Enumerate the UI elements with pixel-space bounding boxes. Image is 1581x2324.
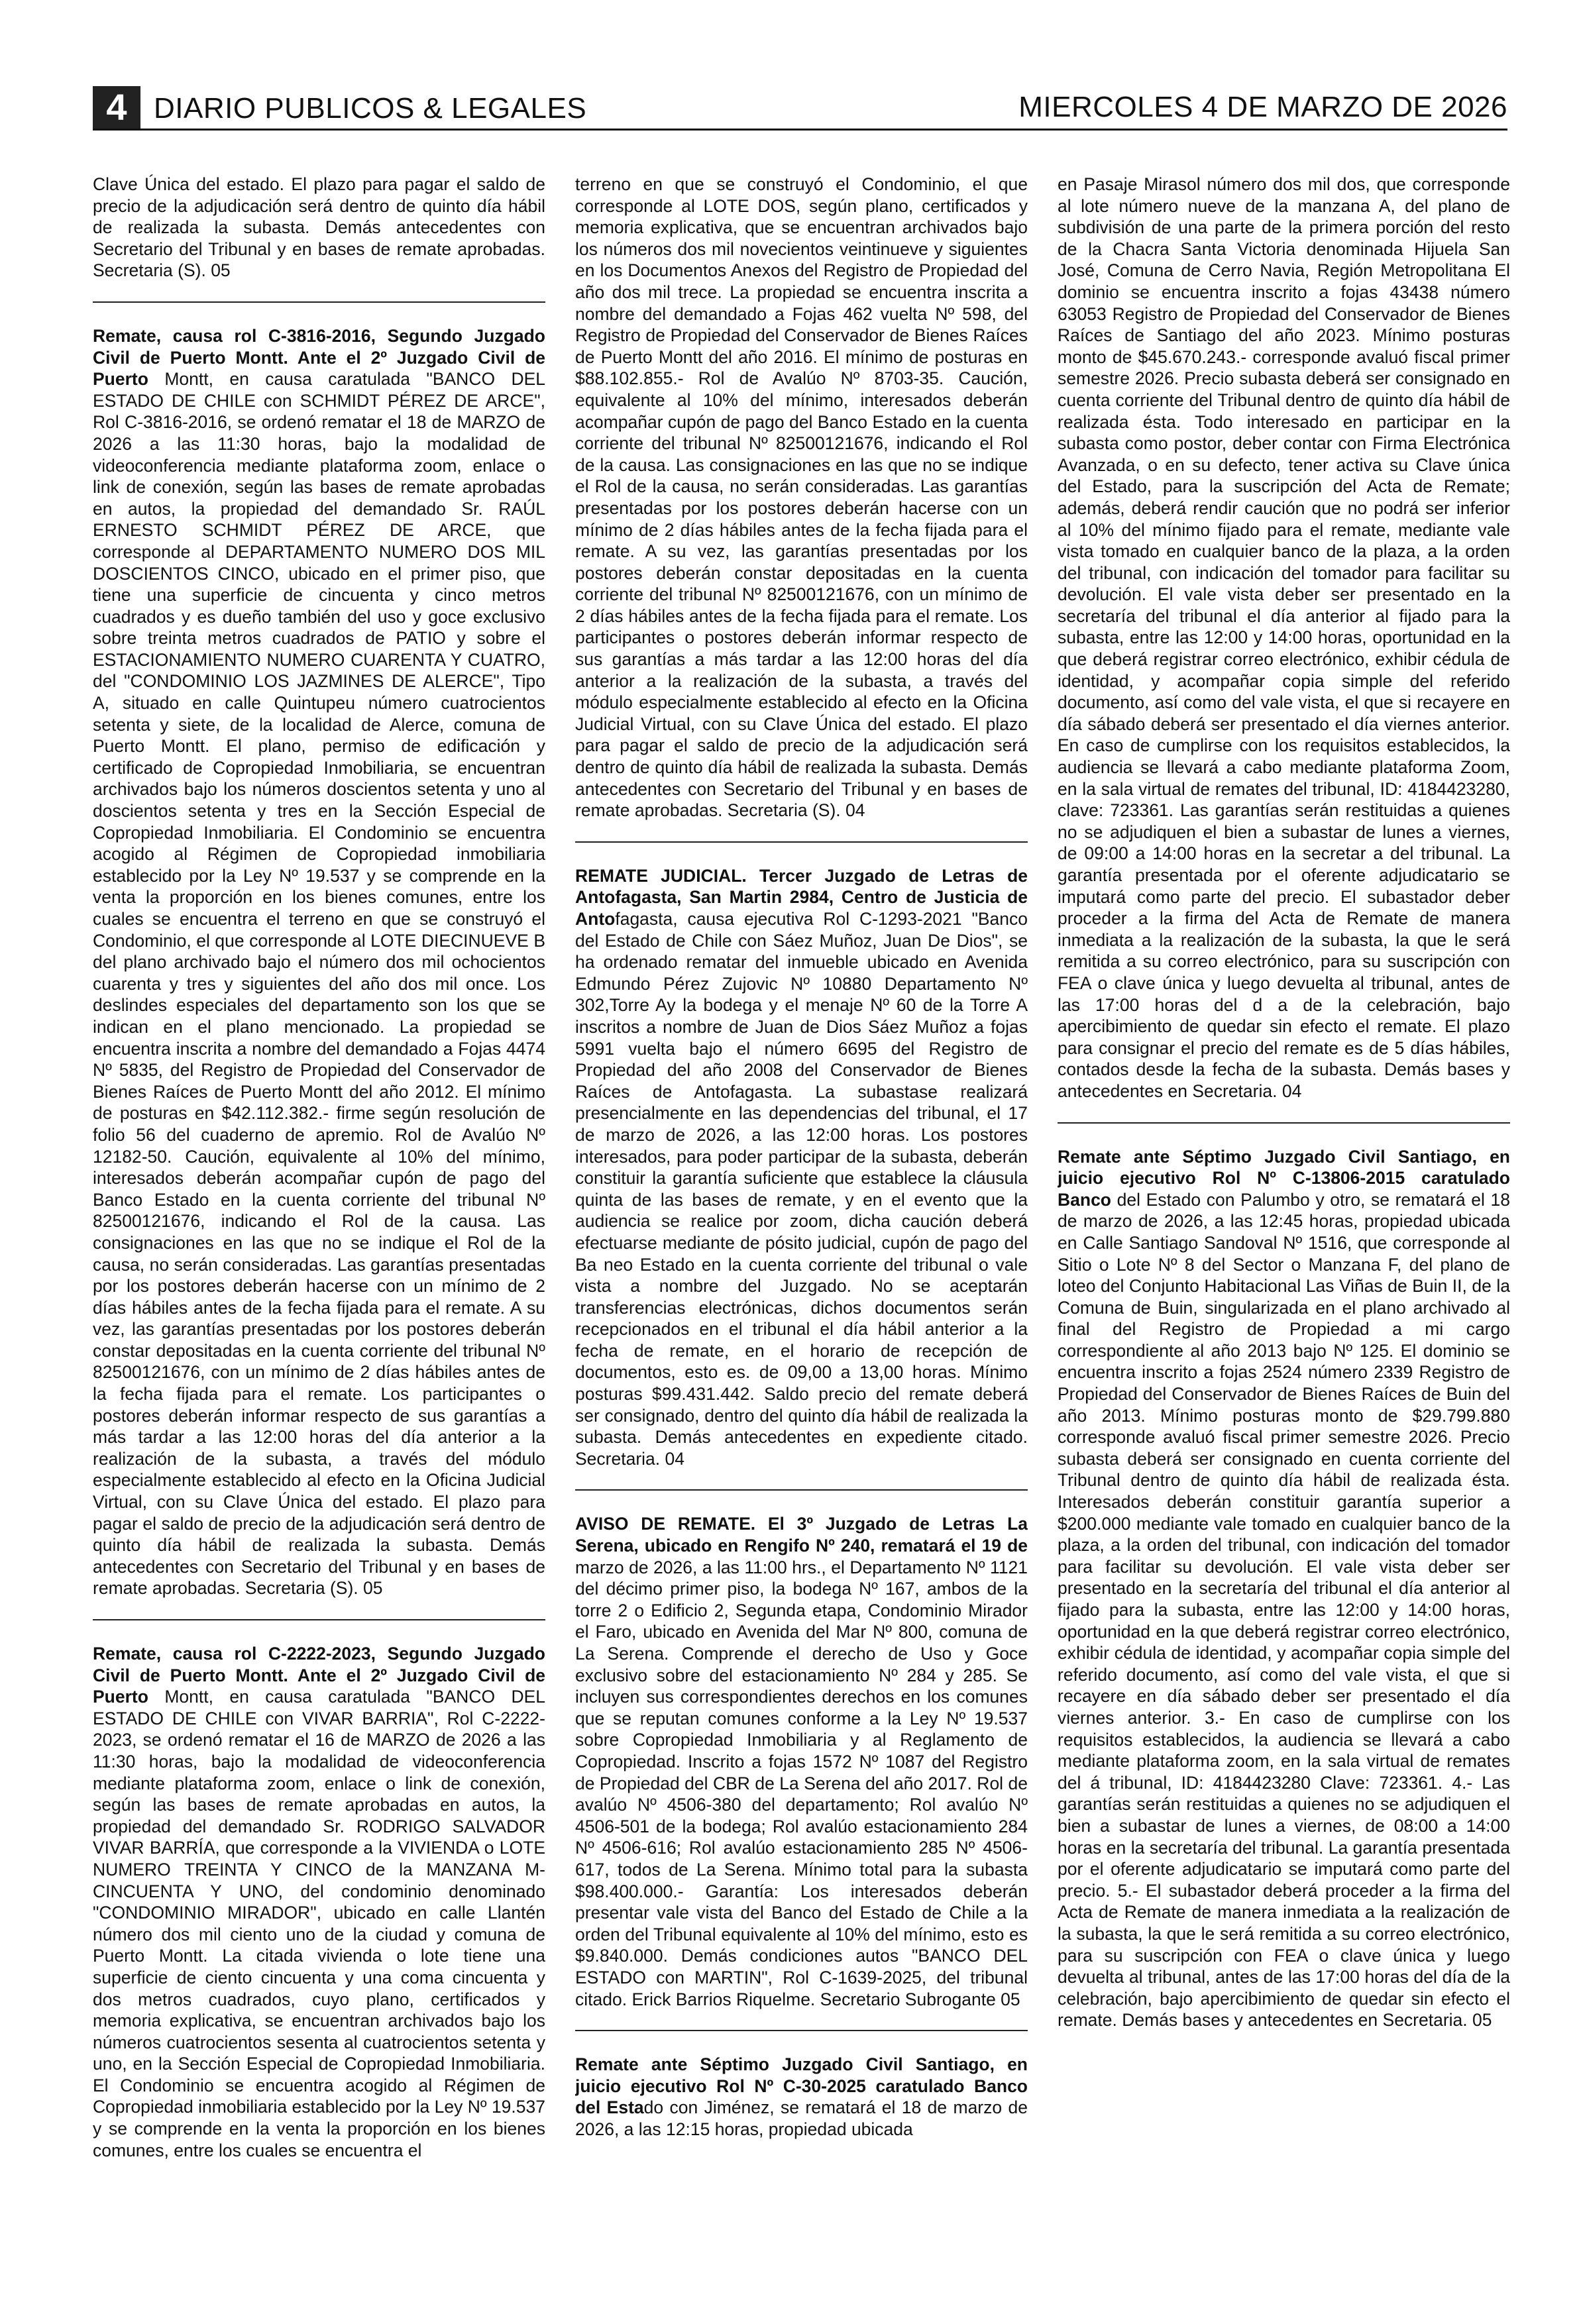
notice-heading: Remate, causa rol C-2222-2023, Segundo Juzgado Civil de Puerto Montt. Ante el 2º Juzgado Civil de Puerto	[93, 1644, 545, 1707]
notice-text	[575, 174, 1028, 821]
notice	[1058, 1146, 1510, 2031]
notice-text	[575, 2054, 1028, 2140]
column-3	[1058, 174, 1510, 2294]
notice-divider	[575, 2030, 1028, 2031]
notice-body: Montt, en causa caratulada "BANCO DEL ESTADO DE CHILE con VIVAR BARRIA", Rol C-2222-2023, se ordenó rematar el 16 de MARZO de 2026 a las 11:30 horas, bajo la modalidad de videoconferencia mediante plataforma zoom, enlace o link de conexión, según las bases de remate aprobadas en autos, la propiedad del demandado Sr. RODRIGO SALVADOR VIVAR BARRÍA, que corresponde a la VIVIENDA o LOTE NUMERO TREINTA Y CINCO de la MANZANA M-CINCUENTA Y UNO, del condominio denominado "CONDOMINIO MIRADOR", ubicado en calle Llantén número dos mil ciento uno de la ciudad y comuna de Puerto Montt. La citada vivienda o lote tiene una superficie de ciento cincuenta y una coma cincuenta y dos metros cuadrados, cuyo plano, certificados y memoria explicativa, se encuentran archivados bajo los números cuatrocientos sesenta al cuatrocientos setenta y uno, en la Sección Especial de Copropiedad Inmobiliaria. El Condominio se encuentra acogido al Régimen de Copropiedad inmobiliaria establecido por la Ley Nº 19.537 y se comprende en la venta la proporción en los bienes comunes, entre los cuales se encuentra el	[93, 1687, 545, 2160]
notice-heading: AVISO DE REMATE. El 3º Juzgado de Letras La Serena, ubicado en Rengifo Nº 240, rematará el 19 de	[575, 1514, 1028, 1556]
column-1	[93, 174, 545, 2294]
notice-heading: Remate ante Séptimo Juzgado Civil Santiago, en juicio ejecutivo Rol Nº C-13806-2015 caratulado Banco	[1058, 1146, 1510, 1210]
publication-title: DIARIO PUBLICOS & LEGALES	[154, 92, 587, 125]
notice-text	[93, 1643, 545, 2161]
page-number: 4	[93, 86, 140, 129]
notice	[575, 1513, 1028, 2010]
notice-continuation	[93, 174, 545, 282]
publication-date: MIERCOLES 4 DE MARZO DE 2026	[1018, 91, 1507, 123]
notice-text	[1058, 1146, 1510, 2031]
notice-divider	[575, 1489, 1028, 1491]
notice-text	[93, 325, 545, 1599]
notice	[93, 1643, 545, 2161]
notice-continuation	[575, 174, 1028, 821]
notice-divider	[93, 1619, 545, 1620]
notice	[575, 2054, 1028, 2140]
notice-divider	[93, 301, 545, 303]
notice-body: Clave Única del estado. El plazo para pagar el saldo de precio de la adjudicación será dentro de quinto día hábil de realizada la subasta. Demás antecedentes con Secretario del Tribunal y en bases de remate aprobadas. Secretaria (S). 05	[93, 174, 545, 281]
notice-text	[575, 865, 1028, 1470]
notice-text	[575, 1513, 1028, 2010]
notice-body: en Pasaje Mirasol número dos mil dos, que corresponde al lote número nueve de la manzana A, del plano de subdivisión de una parte de la primera porción del resto de la Chacra Santa Victoria denominada Hijuela San José, Comuna de Cerro Navia, Región Metropolitana El dominio se encuentra inscrito a fojas 43438 número 63053 Registro de Propiedad del Conservador de Bienes Raíces de Santiago del año 2023. Mínimo posturas monto de $45.670.243.- corresponde avaluó fiscal primer semestre 2026. Precio subasta deberá ser consignado en cuenta corriente del Tribunal dentro de quinto día hábil de realizada ésta. Todo interesado en participar en la subasta como postor, deber contar con Firma Electrónica Avanzada, o en su defecto, tener activa su Clave única del Estado, para la suscripción del Acta de Remate; además, deberá rendir caución que no podrá ser inferior al 10% del mínimo fijado para el remate, mediante vale vista tomado en cualquier banco de la plaza, a la orden del tribunal, con indicación del tomador para facilitar su devolución. El vale vista deber ser presentado en la secretaría del tribunal el día anterior al fijado para la subasta, entre las 12:00 y 14:00 horas, oportunidad en la que deberá registrar correo electrónico, exhibir cédula de identidad, y acompañar copia simple del referido documento, así como del vale vista, el que si recayere en día sábado deberá ser presentado el día viernes anterior. En caso de cumplirse con los requisitos establecidos, la audiencia se llevará a cabo mediante plataforma Zoom, en la sala virtual de remates del tribunal, ID: 4184423280, clave: 723361. Las garantías serán restituidas a quienes no se adjudiquen el bien a subastar de lunes a viernes, de 09:00 a 14:00 horas en la secretar a del tribunal. La garantía presentada por el oferente adjudicatario se imputará como parte del precio. El subastador deber proceder a la firma del Acta de Remate de manera inmediata a la realización de la subasta, la que le será remitida a su correo electrónico, para su suscripción con FEA o clave única y luego devuelta al tribunal, antes de las 17:00 horas del d a de la celebración, bajo apercibimiento de quedar sin efecto el remate. El plazo para consignar el precio del remate es de 5 días hábiles, contados desde la fecha de la subasta. Demás bases y antecedentes en Secretaria. 04	[1058, 174, 1510, 1101]
notice-body: marzo de 2026, a las 11:00 hrs., el Departamento Nº 1121 del décimo primer piso, la bodega Nº 167, ambos de la torre 2 o Edificio 2, Segunda etapa, Condominio Mirador el Faro, ubicado en Avenida del Mar Nº 800, comuna de La Serena. Comprende el derecho de Uso y Goce exclusivo sobre del estacionamiento Nº 284 y 285. Se incluyen sus correspondientes derechos en los comunes que se reputan comunes conforme a la Ley Nº 19.537 sobre Copropiedad Inmobiliaria y al Reglamento de Copropiedad. Inscrito a fojas 1572 Nº 1087 del Registro de Propiedad del CBR de La Serena del año 2017. Rol de avalúo Nº 4506-380 del departamento; Rol avalúo Nº 4506-501 de la bodega; Rol avalúo estacionamiento 284 Nº 4506-616; Rol avalúo estacionamiento 285 Nº 4506-617, todos de La Serena. Mínimo total para la subasta $98.400.000.- Garantía: Los interesados deberán presentar vale vista del Banco del Estado de Chile a la orden del Tribunal equivalente al 10% del mínimo, esto es $9.840.000. Demás condiciones autos "BANCO DEL ESTADO con MARTIN", Rol C-1639-2025, del tribunal citado. Erick Barrios Riquelme. Secretario Subrogante 05	[575, 1557, 1028, 2009]
notice-body: fagasta, causa ejecutiva Rol C-1293-2021 "Banco del Estado de Chile con Sáez Muñoz, Juan De Dios", se ha ordenado rematar del inmueble ubicado en Avenida Edmundo Pérez Zujovic Nº 10880 Departamento Nº 302,Torre Ay la bodega y el menaje Nº 60 de la Torre A inscritos a nombre de Juan de Dios Sáez Muñoz a fojas 5991 vuelta bajo el número 6695 del Registro de Propiedad del año 2008 del Conservador de Bienes Raíces de Antofagasta. La subastase realizará presencialmente en las dependencias del tribunal, el 17 de marzo de 2026, a las 12:00 horas. Los postores interesados, para poder participar de la subasta, deberán constituir la garantía suficiente que establece la cláusula quinta de las bases de remate, y en el evento que la audiencia se realice por zoom, dicha caución deberá efectuarse mediante de pósito judicial, cupón de pago del Ba neo Estado en la cuenta corriente del tribunal o vale vista a nombre del Juzgado. No se aceptarán transferencias electrónicas, dichos documentos serán recepcionados en el tribunal el día hábil anterior a la fecha de remate, en el horario de recepción de documentos, esto es. de 09,00 a 13,00 horas. Mínimo posturas $99.431.442. Saldo precio del remate deberá ser consignado, dentro del quinto día hábil de realizada la subasta. Demás antecedentes en expediente citado. Secretaria. 04	[575, 909, 1028, 1469]
notice-divider	[1058, 1122, 1510, 1124]
notice	[93, 325, 545, 1599]
notice-body: do con Jiménez, se rematará el 18 de marzo de 2026, a las 12:15 horas, propiedad ubicada	[575, 2097, 1028, 2139]
notice-text	[93, 174, 545, 282]
notice-body: terreno en que se construyó el Condominio, el que corresponde al LOTE DOS, según plano, certificados y memoria explicativa, que se encuentran archivados bajo los números dos mil novecientos veintinueve y siguientes en los Documentos Anexos del Registro de Propiedad del año dos mil trece. La propiedad se encuentra inscrita a nombre del demandado a Fojas 462 vuelta Nº 598, del Registro de Propiedad del Conservador de Bienes Raíces de Puerto Montt del año 2016. El mínimo de posturas en $88.102.855.- Rol de Avalúo Nº 8703-35. Caución, equivalente al 10% del mínimo, interesados deberán acompañar cupón de pago del Banco Estado en la cuenta corriente del tribunal Nº 82500121676, indicando el Rol de la causa. Las consignaciones en las que no se indique el Rol de la causa, no serán consideradas. Las garantías presentadas por los postores deberán hacerse con un mínimo de 2 días hábiles antes de la fecha fijada para el remate. A su vez, las garantías presentadas por los postores deberán constar depositadas en la cuenta corriente del tribunal Nº 82500121676, con un mínimo de 2 días hábiles antes de la fecha fijada para el remate. Los participantes o postores deberán informar respecto de sus garantías a más tardar a las 12:00 horas del día anterior a la realización de la subasta, a través del módulo especialmente establecido al efecto en la Oficina Judicial Virtual, con su Clave Única del estado. El plazo para pagar el saldo de precio de la adjudicación será dentro de quinto día hábil de realizada la subasta. Demás antecedentes con Secretario del Tribunal y en bases de remate aprobadas. Secretaria (S). 04	[575, 174, 1028, 821]
notice	[575, 865, 1028, 1470]
notice-divider	[575, 841, 1028, 843]
column-2	[575, 174, 1028, 2294]
notice-continuation	[1058, 174, 1510, 1102]
notice-heading: Remate, causa rol C-3816-2016, Segundo Juzgado Civil de Puerto Montt. Ante el 2º Juzgado Civil de Puerto	[93, 325, 545, 390]
notice-heading: REMATE JUDICIAL. Tercer Juzgado de Letras de Antofagasta, San Martin 2984, Centro de Justicia de Anto	[575, 865, 1028, 929]
page-header	[93, 85, 1507, 131]
notice-body: Montt, en causa caratulada "BANCO DEL ESTADO DE CHILE con SCHMIDT PÉREZ DE ARCE", Rol C-3816-2016, se ordenó rematar el 18 de MARZO de 2026 a las 11:30 horas, bajo la modalidad de videoconferencia mediante plataforma zoom, enlace o link de conexión, según las bases de remate aprobadas en autos, la propiedad del demandado Sr. RAÚL ERNESTO SCHMIDT PÉREZ DE ARCE, que corresponde al DEPARTAMENTO NUMERO DOS MIL DOSCIENTOS CINCO, ubicado en el primer piso, que tiene una superficie de cincuenta y cinco metros cuadrados y es dueño también del uso y goce exclusivo sobre treinta metros cuadrados de PATIO y sobre el ESTACIONAMIENTO NUMERO CUARENTA Y CUATRO, del "CONDOMINIO LOS JAZMINES DE ALERCE", Tipo A, situado en calle Quintupeu número cuatrocientos setenta y siete, de la localidad de Alerce, comuna de Puerto Montt. El plano, permiso de edificación y certificado de Copropiedad Inmobiliaria, se encuentran archivados bajo los números doscientos setenta y uno al doscientos setenta y tres en la Sección Especial de Copropiedad Inmobiliaria. El Condominio se encuentra acogido al Régimen de Copropiedad inmobiliaria establecido por la Ley Nº 19.537 y se comprende en la venta la proporción en los bienes comunes, entre los cuales se encuentra el terreno en que se construyó el Condominio, el que corresponde al LOTE DIECINUEVE B del plano archivado bajo el número dos mil ochocientos cuarenta y tres y siguientes del año dos mil once. Los deslindes especiales del departamento son los que se indican en el plano mencionado. La propiedad se encuentra inscrita a nombre del demandado a Fojas 4474 Nº 5835, del Registro de Propiedad del Conservador de Bienes Raíces de Puerto Montt del año 2012. El mínimo de posturas en $42.112.382.- firme según resolución de folio 56 del cuaderno de apremio. Rol de Avalúo Nº 12182-50. Caución, equivalente al 10% del mínimo, interesados deberán acompañar cupón de pago del Banco Estado en la cuenta corriente del tribunal Nº 82500121676, indicando el Rol de la causa. Las consignaciones en las que no se indique el Rol de la causa, no serán consideradas. Las garantías presentadas por los postores deberán hacerse con un mínimo de 2 días hábiles antes de la fecha fijada para el remate. A su vez, las garantías presentadas por los postores deberán constar depositadas en la cuenta corriente del tribunal Nº 82500121676, con un mínimo de 2 días hábiles antes de la fecha fijada para el remate. Los participantes o postores deberán informar respecto de sus garantías a más tardar a las 12:00 horas del día anterior a la realización de la subasta, a través del módulo especialmente establecido al efecto en la Oficina Judicial Virtual, con su Clave Única del estado. El plazo para pagar el saldo de precio de la adjudicación será dentro de quinto día hábil de realizada la subasta. Demás antecedentes con Secretario del Tribunal y en bases de remate aprobadas. Secretaria (S). 05	[93, 369, 545, 1599]
notice-text	[1058, 174, 1510, 1102]
notice-body: del Estado con Palumbo y otro, se rematará el 18 de marzo de 2026, a las 12:45 horas, propiedad ubicada en Calle Santiago Sandoval Nº 1516, que corresponde al Sitio o Lote Nº 8 del Sector o Manzana F, del plano de loteo del Conjunto Habitacional Las Viñas de Buin II, de la Comuna de Buin, singularizada en el plano archivado al final del Registro de Propiedad a mi cargo correspondiente al año 2013 bajo Nº 125. El dominio se encuentra inscrito a fojas 2524 número 2339 Registro de Propiedad del Conservador de Bienes Raíces de Buin del año 2013. Mínimo posturas monto de $29.799.880 corresponde avaluó fiscal primer semestre 2026. Precio subasta deberá ser consignado en cuenta corriente del Tribunal dentro de quinto día hábil de realizada ésta. Interesados deberán constituir garantía superior a $200.000 mediante vale tomado en cualquier banco de la plaza, a la orden del tribunal, con indicación del tomador para facilitar su devolución. El vale vista deber ser presentado en la secretaría del tribunal el día anterior al fijado para la subasta, entre las 12:00 y 14:00 horas, oportunidad en la que deberá registrar correo electrónico, exhibir cédula de identidad, y acompañar copia simple del referido documento, así como del vale vista, el que si recayere en día sábado deber ser presentado el día viernes anterior. 3.- En caso de cumplirse con los requisitos establecidos, la audiencia se llevará a cabo mediante plataforma zoom, en la sala virtual de remates del á tribunal, ID: 4184423280 Clave: 723361. 4.- Las garantías serán restituidas a quienes no se adjudiquen el bien a subastar de lunes a viernes, de 08:00 a 14:00 horas en la secretaría del tribunal. La garantía presentada por el oferente adjudicatario se imputará como parte del precio. 5.- El subastador deberá proceder a la firma del Acta de Remate de manera inmediata a la realización de la subasta, la que le será remitida a su correo electrónico, para su suscripción con FEA o clave única y luego devuelta al tribunal, antes de las 17:00 horas del día de la celebración, bajo apercibimiento de quedar sin efecto el remate. Demás bases y antecedentes en Secretaria. 05	[1058, 1189, 1510, 2031]
notice-heading: Remate ante Séptimo Juzgado Civil Santiago, en juicio ejecutivo Rol Nº C-30-2025 caratulado Banco del Esta	[575, 2054, 1028, 2118]
